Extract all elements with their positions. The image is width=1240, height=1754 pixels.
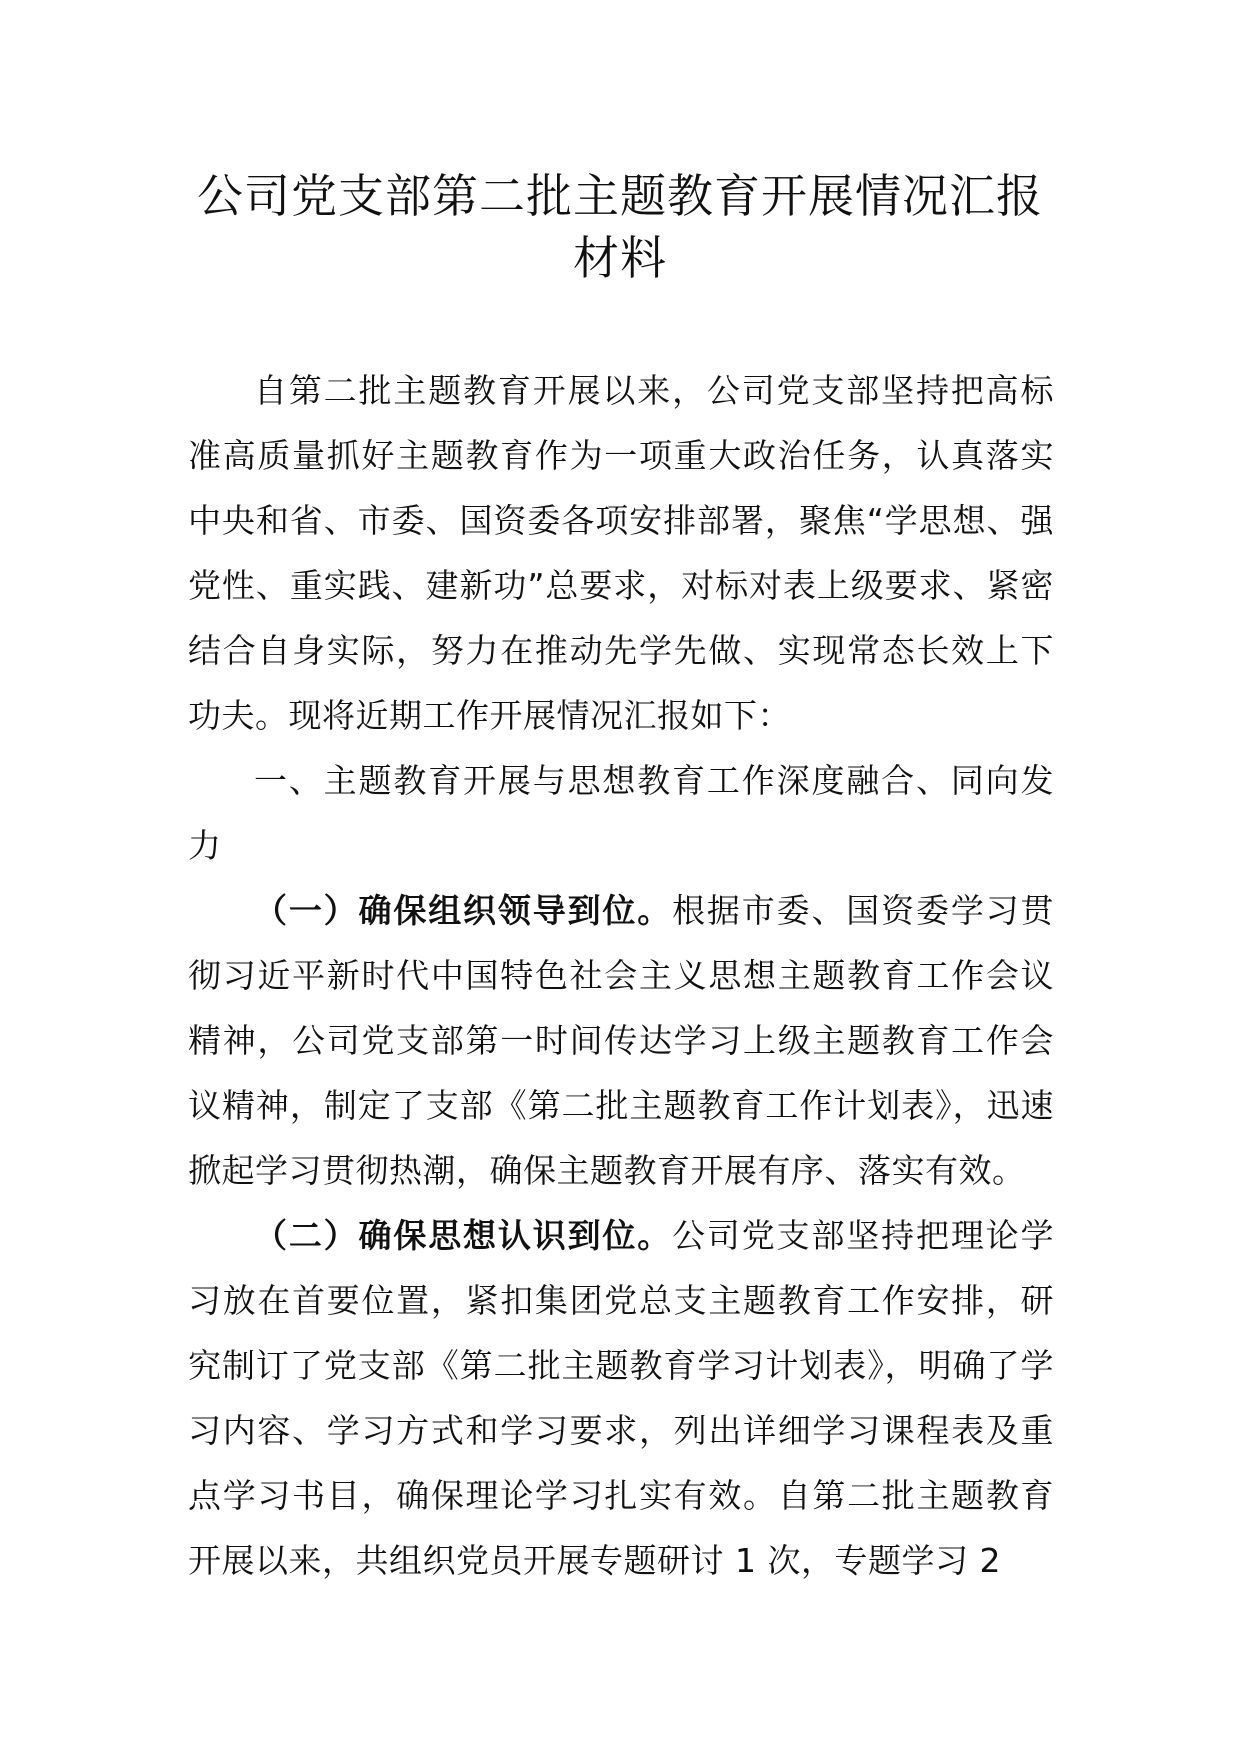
item-1-label: （一）确保组织领导到位。 [254,891,673,930]
title-line-1: 公司党支部第二批主题教育开展情况汇报 [197,169,1043,223]
item-1-text: 根据市委、国资委学习贯彻习近平新时代中国特色社会主义思想主题教育工作会议精神，公司党支部第一时间传达学习上级主题教育工作会议精神，制定了支部《第二批主题教育工作计划表》，迅速掀起学习贯彻热潮，确保主题教育开展有序、落实有效。 [188,891,1055,1190]
title-line-2: 材料 [573,231,667,285]
item-2-text: 公司党支部坚持把理论学习放在首要位置，紧扣集团党总支主题教育工作安排，研究制订了党支部《第二批主题教育学习计划表》，明确了学习内容、学习方式和学习要求，列出详细学习课程表及重点学习书目，确保理论学习扎实有效。自第二批主题教育开展以来，共组织党员开展专题研讨 1 次，专题学习 2 [188,1216,1055,1580]
item-1-paragraph [188,878,1054,1203]
document-title [150,165,1090,289]
item-2-label: （二）确保思想认识到位。 [254,1216,673,1255]
section-1-heading: 一、主题教育开展与思想教育工作深度融合、同向发力 [188,761,1054,865]
document-body [188,358,1054,1593]
item-2-paragraph [188,1203,1054,1593]
intro-paragraph: 自第二批主题教育开展以来，公司党支部坚持把高标准高质量抓好主题教育作为一项重大政治任务，认真落实中央和省、市委、国资委各项安排部署，聚焦“学思想、强党性、重实践、建新功”总要求，对标对表上级要求、紧密结合自身实际，努力在推动先学先做、实现常态长效上下功夫。现将近期工作开展情况汇报如下： [188,371,1054,735]
